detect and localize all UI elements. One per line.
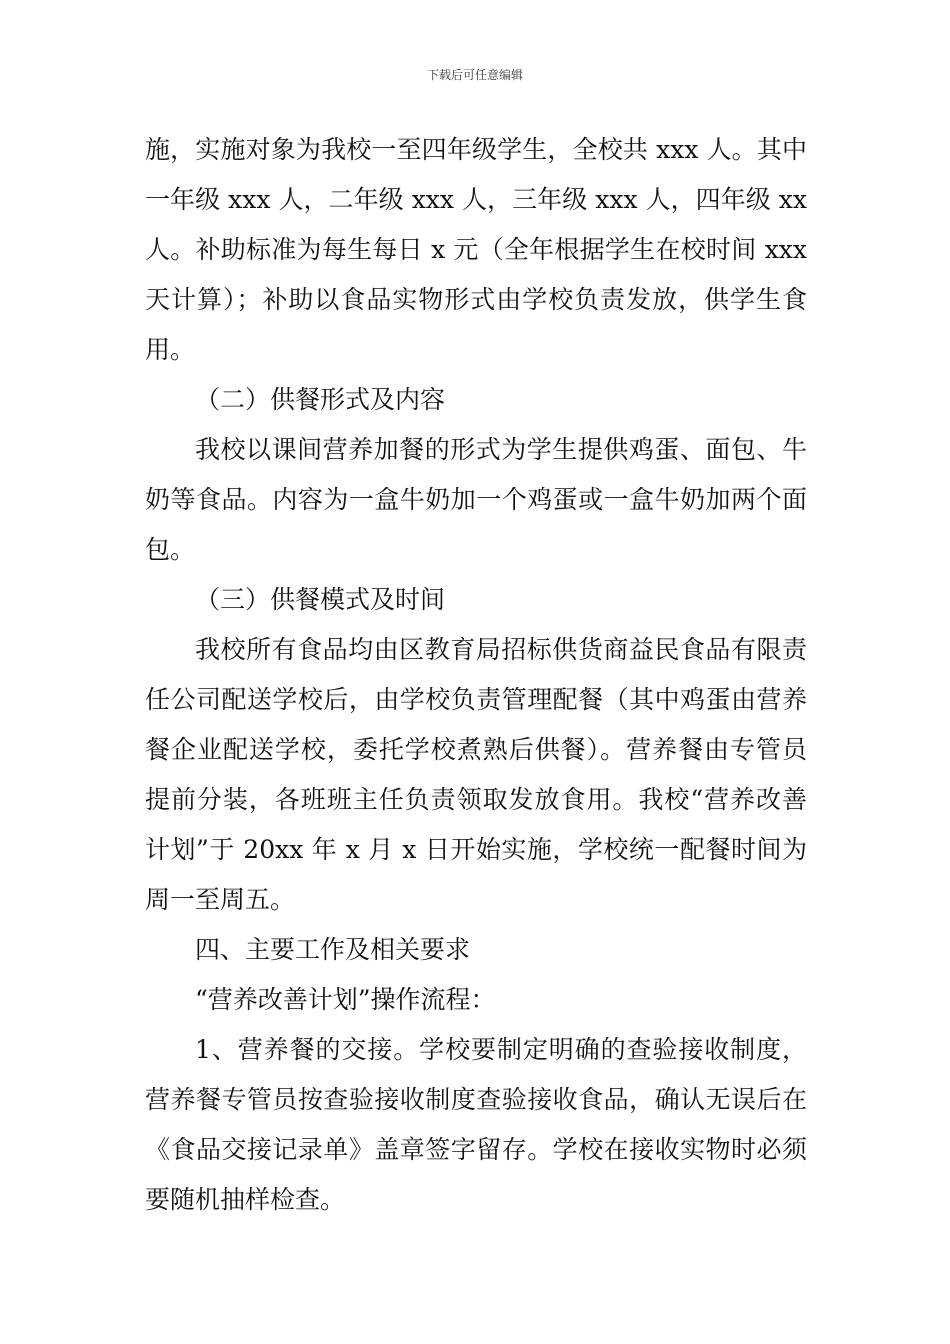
paragraph-meal-form: 我校以课间营养加餐的形式为学生提供鸡蛋、面包、牛奶等食品。内容为一盒牛奶加一个鸡蛋或一盒牛奶加两个面包。 bbox=[145, 435, 807, 564]
paragraph-implementation-scope: 施，实施对象为我校一至四年级学生，全校共 xxx 人。其中一年级 xxx 人，二年级 xxx 人，三年级 xxx 人，四年级 xx 人。补助标准为每生每日 x 元（全年根据学生在校时间 xxx 天计算）；补助以食品实物形式由学校负责发放，供学生食用。 bbox=[145, 135, 807, 364]
section-heading-meal-mode: （三）供餐模式及时间 bbox=[195, 585, 446, 614]
section-heading-main-work: 四、主要工作及相关要求 bbox=[195, 935, 471, 964]
section-heading-meal-form: （二）供餐形式及内容 bbox=[195, 385, 446, 414]
paragraph-process-title: “营养改善计划”操作流程： bbox=[195, 985, 496, 1014]
paragraph-meal-mode: 我校所有食品均由区教育局招标供货商益民食品有限责任公司配送学校后，由学校负责管理配餐（其中鸡蛋由营养餐企业配送学校，委托学校煮熟后供餐）。营养餐由专管员提前分装，各班班主任负责领取发放食用。我校“营养改善计划”于 20xx 年 x 月 x 日开始实施，学校统一配餐时间为周一至周五。 bbox=[145, 635, 807, 914]
paragraph-handover: 1、营养餐的交接。学校要制定明确的查验接收制度，营养餐专管员按查验接收制度查验接收食品，确认无误后在《食品交接记录单》盖章签字留存。学校在接收实物时必须要随机抽样检查。 bbox=[145, 1035, 807, 1214]
page-header: 下载后可任意编辑 bbox=[426, 68, 523, 82]
document-body bbox=[145, 125, 807, 1225]
